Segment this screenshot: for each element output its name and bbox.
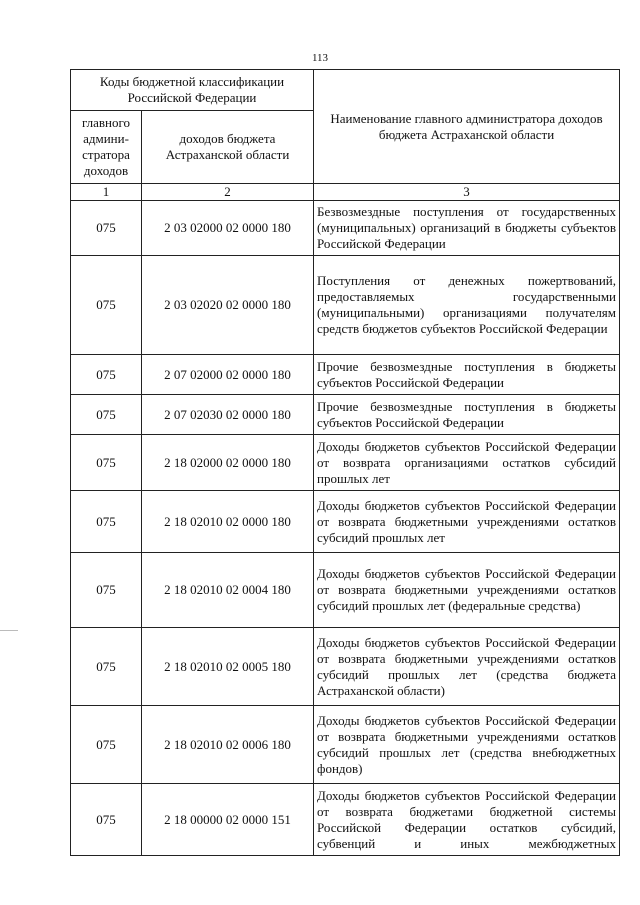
table-row [71,355,620,395]
table-row [71,395,620,435]
admin-code-cell: 075 [71,706,142,784]
income-name-cell: Доходы бюджетов субъектов Российской Федерации от возврата бюджетами бюджетной системы Российской Федерации остатков субсидий, субвенций и иных межбюджетных [314,784,620,856]
admin-code-cell: 075 [71,395,142,435]
income-code-cell: 2 18 02010 02 0004 180 [142,553,314,628]
page-number: 113 [311,52,329,64]
table-row [71,435,620,491]
table-row [71,553,620,628]
income-name-cell: Доходы бюджетов субъектов Российской Федерации от возврата бюджетными учреждениями остатков субсидий прошлых лет (средства внебюджетных фондов) [314,706,620,784]
income-code-cell: 2 18 02010 02 0000 180 [142,491,314,553]
header-col-number-1: 1 [71,184,142,201]
income-code-cell: 2 03 02000 02 0000 180 [142,201,314,256]
table-row [71,784,620,856]
admin-code-cell: 075 [71,435,142,491]
income-code-cell: 2 07 02000 02 0000 180 [142,355,314,395]
admin-code-cell: 075 [71,491,142,553]
header-admin-name: Наименование главного администратора доходов бюджета Астраханской области [314,70,620,184]
header-codes-group: Коды бюджетной классификации Российской Федерации [71,70,314,111]
admin-code-cell: 075 [71,355,142,395]
income-code-cell: 2 18 00000 02 0000 151 [142,784,314,856]
income-code-cell: 2 07 02030 02 0000 180 [142,395,314,435]
income-name-cell: Доходы бюджетов субъектов Российской Федерации от возврата бюджетными учреждениями остатков субсидий прошлых лет (федеральные средства) [314,553,620,628]
table-row [71,256,620,355]
income-name-cell: Доходы бюджетов субъектов Российской Федерации от возврата бюджетными учреждениями остатков субсидий прошлых лет [314,491,620,553]
income-name-cell: Безвозмездные поступления от государственных (муниципальных) организаций в бюджеты субъектов Российской Федерации [314,201,620,256]
header-col-income: доходов бюджета Астраханской области [142,111,314,184]
income-name-cell: Прочие безвозмездные поступления в бюджеты субъектов Российской Федерации [314,395,620,435]
income-name-cell: Прочие безвозмездные поступления в бюджеты субъектов Российской Федерации [314,355,620,395]
admin-code-cell: 075 [71,553,142,628]
budget-classification-table [70,69,620,856]
table-row [71,628,620,706]
income-name-cell: Доходы бюджетов субъектов Российской Федерации от возврата бюджетными учреждениями остатков субсидий прошлых лет (средства бюджета Астраханской области) [314,628,620,706]
margin-line [0,630,18,631]
header-col-number-2: 2 [142,184,314,201]
admin-code-cell: 075 [71,201,142,256]
income-code-cell: 2 18 02010 02 0006 180 [142,706,314,784]
admin-code-cell: 075 [71,256,142,355]
admin-code-cell: 075 [71,784,142,856]
admin-code-cell: 075 [71,628,142,706]
income-code-cell: 2 18 02010 02 0005 180 [142,628,314,706]
income-name-cell: Доходы бюджетов субъектов Российской Федерации от возврата организациями остатков субсидий прошлых лет [314,435,620,491]
table-row [71,201,620,256]
income-code-cell: 2 03 02020 02 0000 180 [142,256,314,355]
income-name-cell: Поступления от денежных пожертвований, предоставляемых государственными (муниципальными) организациями получателям средств бюджетов субъектов Российской Федерации [314,256,620,355]
table-row [71,706,620,784]
header-col-admin: главного админи-стратора доходов [71,111,142,184]
income-code-cell: 2 18 02000 02 0000 180 [142,435,314,491]
table-row [71,491,620,553]
header-col-number-3: 3 [314,184,620,201]
